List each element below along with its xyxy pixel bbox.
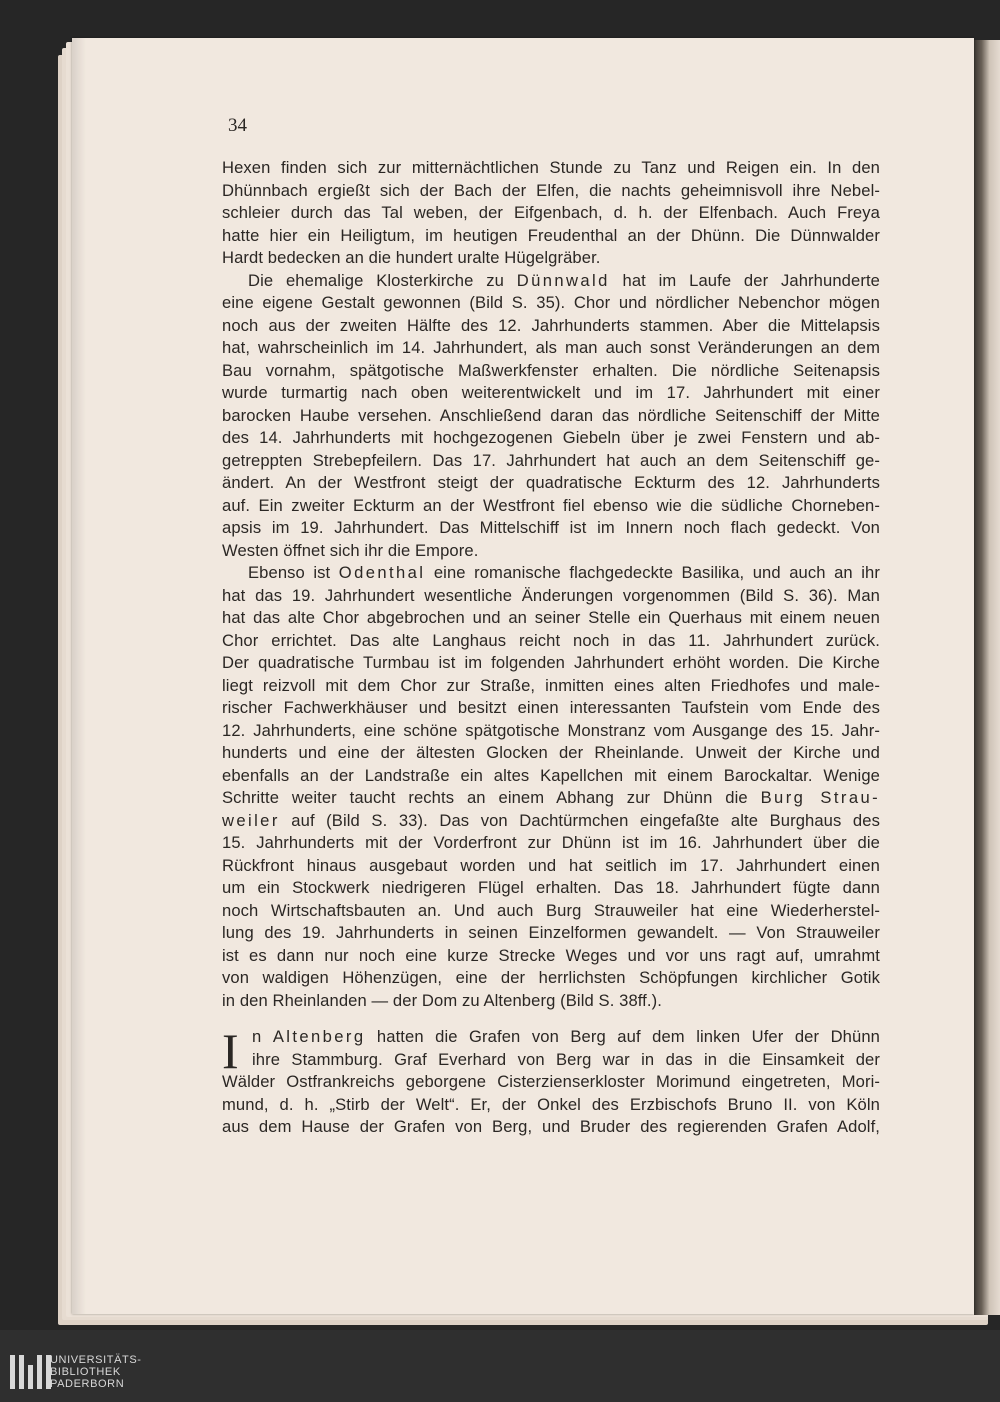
book-spine-edge [974, 40, 1000, 1315]
text-line: apsis im 19. Jahrhundert. Das Mittelschiff ist im Innern noch flach gedeckt. Von [222, 518, 880, 537]
text-line: Wälder Ostfrankreichs geborgene Cisterzienserkloster Morimund eingetreten, Mori- [222, 1072, 880, 1091]
text-line: schleier durch das Tal weben, der Eifgenbach, d. h. der Elfenbach. Auch Freya [222, 203, 880, 222]
text-line [222, 1026, 880, 1049]
library-name [50, 1354, 142, 1390]
text-line: in den Rheinlanden — der Dom zu Altenberg (Bild S. 38ff.). [222, 990, 662, 1010]
text-line: hat das alte Chor abgebrochen und an seiner Stelle ein Querhaus mit einem neuen [222, 608, 880, 627]
library-footer [0, 1330, 1000, 1402]
gutter-shadow [72, 38, 86, 1314]
text-line: Rückfront hinaus ausgebaut worden und hat seitlich im 17. Jahrhundert einen [222, 855, 880, 875]
text-line: mund, d. h. „Stirb der Welt“. Er, der Onkel des Erzbischofs Bruno II. von Köln [222, 1094, 880, 1114]
text-line: ihre Stammburg. Graf Everhard von Berg war in das in die Einsamkeit der [252, 1049, 880, 1069]
text-line: noch aus der zweiten Hälfte des 12. Jahrhunderts stammen. Aber die Mittelapsis [222, 315, 880, 335]
text-run: eine romanische flachgedeckte Basilika, und auch an ihr [425, 563, 880, 582]
text-line: Hexen finden sich zur mitternächtlichen Stunde zu Tanz und Reigen ein. In den [222, 158, 880, 177]
place-name: Altenberg [272, 1027, 366, 1046]
text-run: hat im Laufe der Jahrhunderte [609, 270, 880, 290]
paragraph [222, 1023, 880, 1139]
text-line: von waldigen Höhenzügen, eine der herrlichsten Schöpfungen kirchlicher Gotik [222, 968, 880, 987]
body-text [222, 157, 880, 1139]
text-line: Hardt bedecken an die hundert uralte Hügelgräber. [222, 248, 601, 267]
text-line: noch Wirtschaftsbauten an. Und auch Burg Strauweiler hat eine Wiederherstel- [222, 900, 880, 920]
text-line: getreppten Strebepfeilern. Das 17. Jahrhundert hat auch an dem Seitenschiff ge- [222, 450, 880, 470]
text-line: lung des 19. Jahrhunderts in seinen Einzelformen gewandelt. — Von Strauweiler [222, 923, 880, 942]
text-line: wurde turmartig nach oben weiterentwickelt und im 17. Jahrhundert mit einer [222, 383, 880, 402]
text-line: rischer Fachwerkhäuser und besitzt einen interessanten Taufstein vom Ende des [222, 698, 880, 717]
text-line: 15. Jahrhunderts mit der Vorderfront zur Dhünn ist im 16. Jahrhundert über die [222, 833, 880, 852]
place-name: Dünnwald [516, 270, 610, 290]
text-line: des 14. Jahrhunderts mit hochgezogenen Giebeln über je zwei Fenstern und ab- [222, 428, 880, 447]
section-gap [222, 1012, 880, 1026]
text-line: aus dem Hause der Grafen von Berg, und Bruder des regierenden Grafen Adolf, [222, 1117, 880, 1136]
text-line: um ein Stockwerk niedrigeren Flügel erhalten. Das 18. Jahrhundert fügte dann [222, 878, 880, 897]
paragraph [222, 157, 880, 270]
library-name-line: BIBLIOTHEK [50, 1366, 121, 1378]
text-line [222, 810, 880, 833]
page-number: 34 [228, 115, 247, 136]
text-line: 12. Jahrhunderts, eine schöne spätgotische Monstranz vom Ausgange des 15. Jahr- [222, 720, 880, 740]
text-line [222, 787, 880, 810]
paragraph [222, 270, 880, 563]
text-line: Der quadratische Turmbau ist im folgenden Jahrhundert erhöht worden. Die Kirche [222, 653, 880, 672]
text-run: hatten die Grafen von Berg auf dem linken Ufer der Dhünn [365, 1027, 880, 1046]
text-run: n [252, 1027, 273, 1046]
library-name-line: UNIVERSITÄTS- [50, 1354, 142, 1366]
paragraph [222, 562, 880, 1012]
place-name: Burg Strau- [760, 788, 880, 807]
place-name: weiler [222, 810, 280, 830]
place-name: Odenthal [338, 563, 426, 582]
text-line: hat, wahrscheinlich im 14. Jahrhundert, als man auch sonst Veränderungen an dem [222, 338, 880, 357]
text-run: Schritte weiter taucht rechts an einem Abhang zur Dhünn die [222, 788, 761, 807]
text-line: Dhünnbach ergießt sich der Bach der Elfen, die nachts geheimnisvoll ihre Nebel- [222, 180, 880, 200]
library-logo-icon [10, 1355, 51, 1389]
text-line: auf. Ein zweiter Eckturm an der Westfront fiel ebenso wie die südliche Chorneben- [222, 495, 880, 515]
library-name-line: PADERBORN [50, 1378, 125, 1390]
text-run: auf (Bild S. 33). Das von Dachtürmchen eingefaßte alte Burghaus des [279, 810, 880, 830]
drop-cap: I [222, 1023, 239, 1079]
text-line: ändert. An der Westfront steigt der quadratische Eckturm des 12. Jahrhunderts [222, 473, 880, 492]
text-line: eine eigene Gestalt gewonnen (Bild S. 35). Chor und nördlicher Nebenchor mögen [222, 293, 880, 312]
text-line: Bau vornahm, spätgotische Maßwerkfenster erhalten. Die nördliche Seitenapsis [222, 360, 880, 380]
text-line: hat das 19. Jahrhundert wesentliche Änderungen vorgenommen (Bild S. 36). Man [222, 585, 880, 605]
text-line: Chor errichtet. Das alte Langhaus reicht noch in das 11. Jahrhundert zurück. [222, 630, 880, 650]
text-run: Die ehemalige Klosterkirche zu [248, 270, 517, 290]
text-line: Westen öffnet sich ihr die Empore. [222, 540, 479, 560]
text-line: hunderts und eine der ältesten Glocken der Rheinlande. Unweit der Kirche und [222, 743, 880, 762]
text-line [222, 270, 880, 293]
text-run: Ebenso ist [248, 563, 339, 582]
text-line: barocken Haube versehen. Anschließend daran das nördliche Seitenschiff der Mitte [222, 405, 880, 425]
text-line: ist es dann nur noch eine kurze Strecke Weges und vor uns ragt auf, umrahmt [222, 945, 880, 965]
text-line: liegt reizvoll mit dem Chor zur Straße, inmitten eines alten Friedhofes und male- [222, 675, 880, 695]
text-line: ebenfalls an der Landstraße ein altes Kapellchen mit einem Barockaltar. Wenige [222, 765, 880, 785]
text-line: hatte hier ein Heiligtum, im heutigen Freudenthal an der Dhünn. Die Dünnwalder [222, 225, 880, 245]
text-line [222, 562, 880, 585]
